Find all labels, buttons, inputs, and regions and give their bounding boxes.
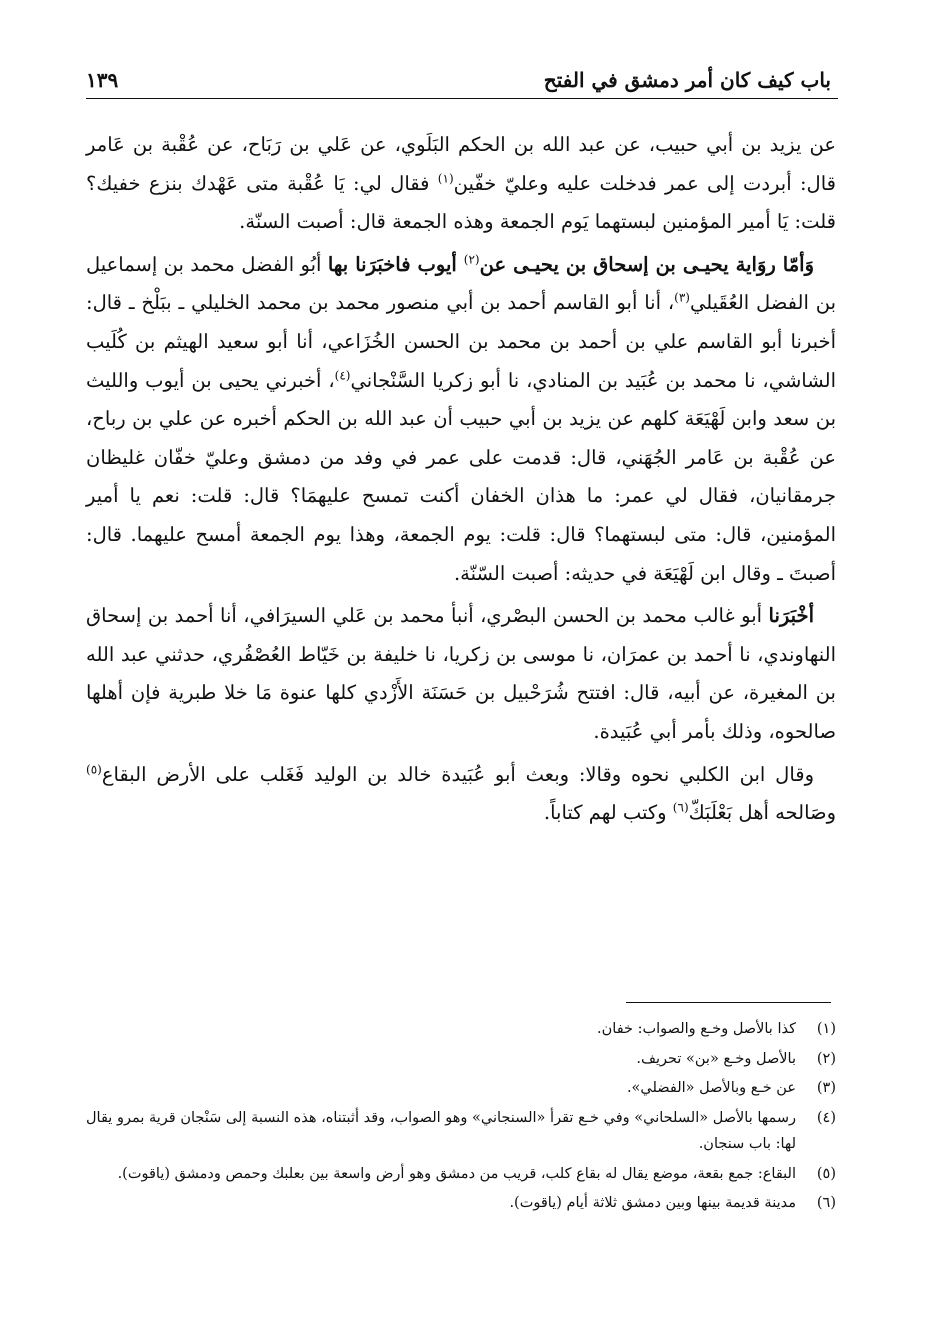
footnote-number: (٥) [816,1165,836,1182]
footnote-ref-3: (٣) [674,290,690,305]
running-header [86,62,831,98]
footnote [86,1016,836,1043]
paragraph-4: وقال ابن الكلبي نحوه وقالا: وبعث أبو عُبَيدة خالد بن الوليد فَغَلب على الأرض البقاع$^{(٥)}$ وصَالحه أهل بَعْلَبَكّ$^{(٦)}$ وكتب لهم كتاباً. [86,762,836,825]
footnote-text: مدينة قديمة بينها وبين دمشق ثلاثة أيام (ياقوت). [509,1195,796,1211]
footnote [86,1046,836,1073]
footnote-number: (٣) [816,1080,836,1096]
footnote-number: (٤) [816,1109,836,1126]
main-text [86,126,836,837]
footnote-text: البقاع: جمع بقعة، موضع يقال له بقاع كلب، قريب من دمشق وهو أرض واسعة بين بعلبك وحمص ودمشق (ياقوت). [117,1165,796,1182]
footnote-text: كذا بالأصل وخـع والصواب: خفان. [597,1021,796,1037]
footnote [86,1075,836,1102]
paragraph-lead: وَأمّا روَاية يحيـى بن إسحاق بن يحيـى عن [479,252,815,276]
footnotes [86,1016,836,1220]
footnote-rule [626,1002,831,1003]
footnote-ref-1: (١) [437,171,454,186]
paragraph-lead: أخْبَرَنا [768,604,814,628]
paragraph-1: عن يزيد بن أبي حبيب، عن عبد الله بن الحكم البَلَوي، عن عَلي بن رَبَاح، عن عُقْبة بن عَامر قال: أبردت إلى عمر فدخلت عليه وعليّ خفّين$^{(١)}$ فقال لي: يَا عُقْبة متى عَهْدك بنزع خفيك؟ قلت: يَا أمير المؤمنين لبستهما يَوم الجمعة وهذه الجمعة قال: أصبت السنّة. [86,133,836,234]
footnote-number: (١) [816,1021,836,1037]
header-rule [86,98,838,99]
paragraph-2: وَأمّا روَاية يحيـى بن إسحاق بن يحيـى عن$^{(٢)}$ أيوب فاخبَرَنا بها أبُو الفضل محمد بن إسماعيل بن الفضل العُقَيلي$^{(٣)}$، أنا أبو القاسم أحمد بن أبي منصور محمد بن محمد الخليلي ـ ببَلْخ ـ قال: أخبرنا أبو القاسم علي بن أحمد بن محمد بن الحسن الخُزَاعي، أنا أبو سعيد الهيثم بن كُلَيب الشاشي، نا محمد بن عُبَيد بن المنادي، نا أبو زكريا السَّنْجاني$^{(٤)}$، أخبرني يحيى بن أيوب والليث بن سعد وابن لَهْيَعَة كلهم عن يزيد بن أبي حبيب أن عبد الله بن الحكم أخبره عن علي بن رباح، عن عُقْبة بن عَامر الجُهَني، قال: قدمت على عمر في وفد من دمشق وعليّ خفّان غليظان جرمقانيان، فقال لي عمر: ما هذان الخفان أكنت تمسح عليهمَا؟ قال: قلت: نعم يا أمير المؤمنين، قال: متى لبستهما؟ قال: قلت: يوم الجمعة، وهذا يوم الجمعة أمسح عليهما. قال: أصبتَ ـ وقال ابن لَهْيَعَة في حديثه: أصبت السّنّة. [86,252,837,585]
footnote-number: (٦) [816,1195,836,1211]
footnote [86,1105,836,1158]
page-number: ١٣٩ [86,68,119,92]
footnote [86,1161,836,1188]
footnote-text: رسمها بالأصل «السلحاني» وفي خـع تقرأ «السنجاني» وهو الصواب، وقد أثبتناه، هذه النسبة إلى سَنْجان قرية بمرو يقال لها: باب سنجان. [86,1109,796,1152]
footnote-number: (٢) [816,1050,836,1067]
footnote-text: عن خـع وبالأصل «الفضلي». [626,1080,796,1096]
footnote-ref-4: (٤) [334,368,351,383]
footnote [86,1190,836,1217]
footnote-ref-2: (٢) [463,252,480,267]
footnote-ref-6: (٦) [672,800,689,815]
paragraph-3: أخْبَرَنا أبو غالب محمد بن الحسن البصْري، أنبأ محمد بن عَلي السيرَافي، أنا أحمد بن إسحاق النهاوندي، نا أحمد بن عمرَان، نا موسى بن زكريا، نا خليفة بن خَيّاط العُصْفُري، حدثني عبد الله بن المغيرة، عن أبيه، قال: افتتح شُرَحْبيل بن حَسَنَة الأَزْدي كلها عنوة مَا خلا طبرية فإن أهلها صالحوه، وذلك بأمر أبي عُبَيدة. [86,604,836,743]
footnote-text: بالأصل وخـع «بن» تحريف. [636,1050,796,1067]
footnote-ref-5: (٥) [86,762,102,776]
chapter-title: باب كيف كان أمر دمشق في الفتح [543,68,831,92]
